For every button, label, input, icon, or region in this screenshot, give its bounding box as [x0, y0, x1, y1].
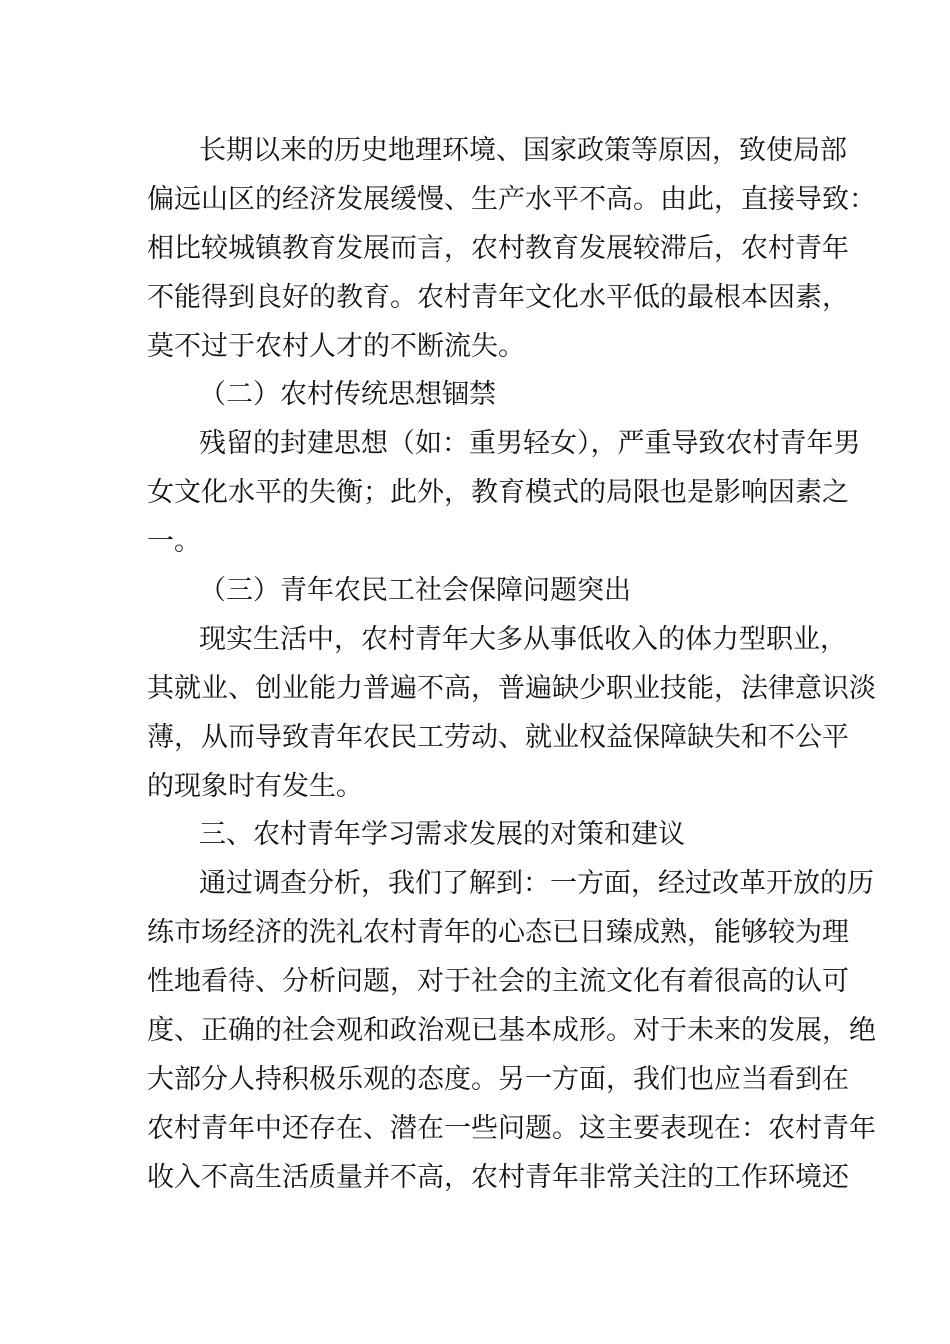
section-heading-3 — [147, 567, 807, 616]
text-line: 其就业、创业能力普遍不高，普遍缺少职业技能，法律意识淡 — [147, 672, 876, 704]
paragraph-1 — [147, 127, 876, 371]
heading-line: （三）青年农民工社会保障问题突出 — [199, 575, 631, 607]
text-line: 薄，从而导致青年农民工劳动、就业权益保障缺失和不公平 — [147, 721, 849, 753]
paragraph-3 — [147, 616, 876, 812]
text-line: 莫不过于农村人才的不断流失。 — [147, 330, 525, 362]
text-line: 偏远山区的经济发展缓慢、生产水平不高。由此，直接导致： — [147, 183, 876, 215]
heading-line: 三、农村青年学习需求发展的对策和建议 — [199, 819, 685, 851]
heading-line: （二）农村传统思想锢禁 — [199, 379, 496, 411]
text-line: 长期以来的历史地理环境、国家政策等原因，致使局部 — [199, 135, 847, 166]
text-line: 女文化水平的失衡；此外，教育模式的局限也是影响因素之 — [147, 477, 849, 509]
document-page — [147, 127, 876, 1203]
text-line: 练市场经济的洗礼农村青年的心态已日臻成熟，能够较为理 — [147, 917, 849, 949]
paragraph-4 — [147, 860, 876, 1202]
text-line: 的现象时有发生。 — [147, 770, 363, 802]
chapter-heading-3 — [147, 811, 807, 860]
paragraph-2 — [147, 420, 861, 567]
text-line: 不能得到良好的教育。农村青年文化水平低的最根本因素， — [147, 281, 849, 313]
text-line: 性地看待、分析问题，对于社会的主流文化有着很高的认可 — [147, 966, 849, 998]
text-line: 收入不高生活质量并不高，农村青年非常关注的工作环境还 — [147, 1161, 849, 1193]
section-heading-2 — [147, 371, 807, 420]
text-line: 残留的封建思想（如：重男轻女），严重导致农村青年男 — [199, 428, 861, 460]
text-line: 一。 — [147, 526, 201, 558]
text-line: 相比较城镇教育发展而言，农村教育发展较滞后，农村青年 — [147, 232, 849, 264]
text-line: 通过调查分析，我们了解到：一方面，经过改革开放的历 — [199, 868, 874, 900]
text-line: 大部分人持积极乐观的态度。另一方面，我们也应当看到在 — [147, 1063, 849, 1095]
text-line: 现实生活中，农村青年大多从事低收入的体力型职业， — [199, 623, 847, 655]
text-line: 农村青年中还存在、潜在一些问题。这主要表现在：农村青年 — [147, 1112, 876, 1144]
text-line: 度、正确的社会观和政治观已基本成形。对于未来的发展，绝 — [147, 1015, 876, 1047]
